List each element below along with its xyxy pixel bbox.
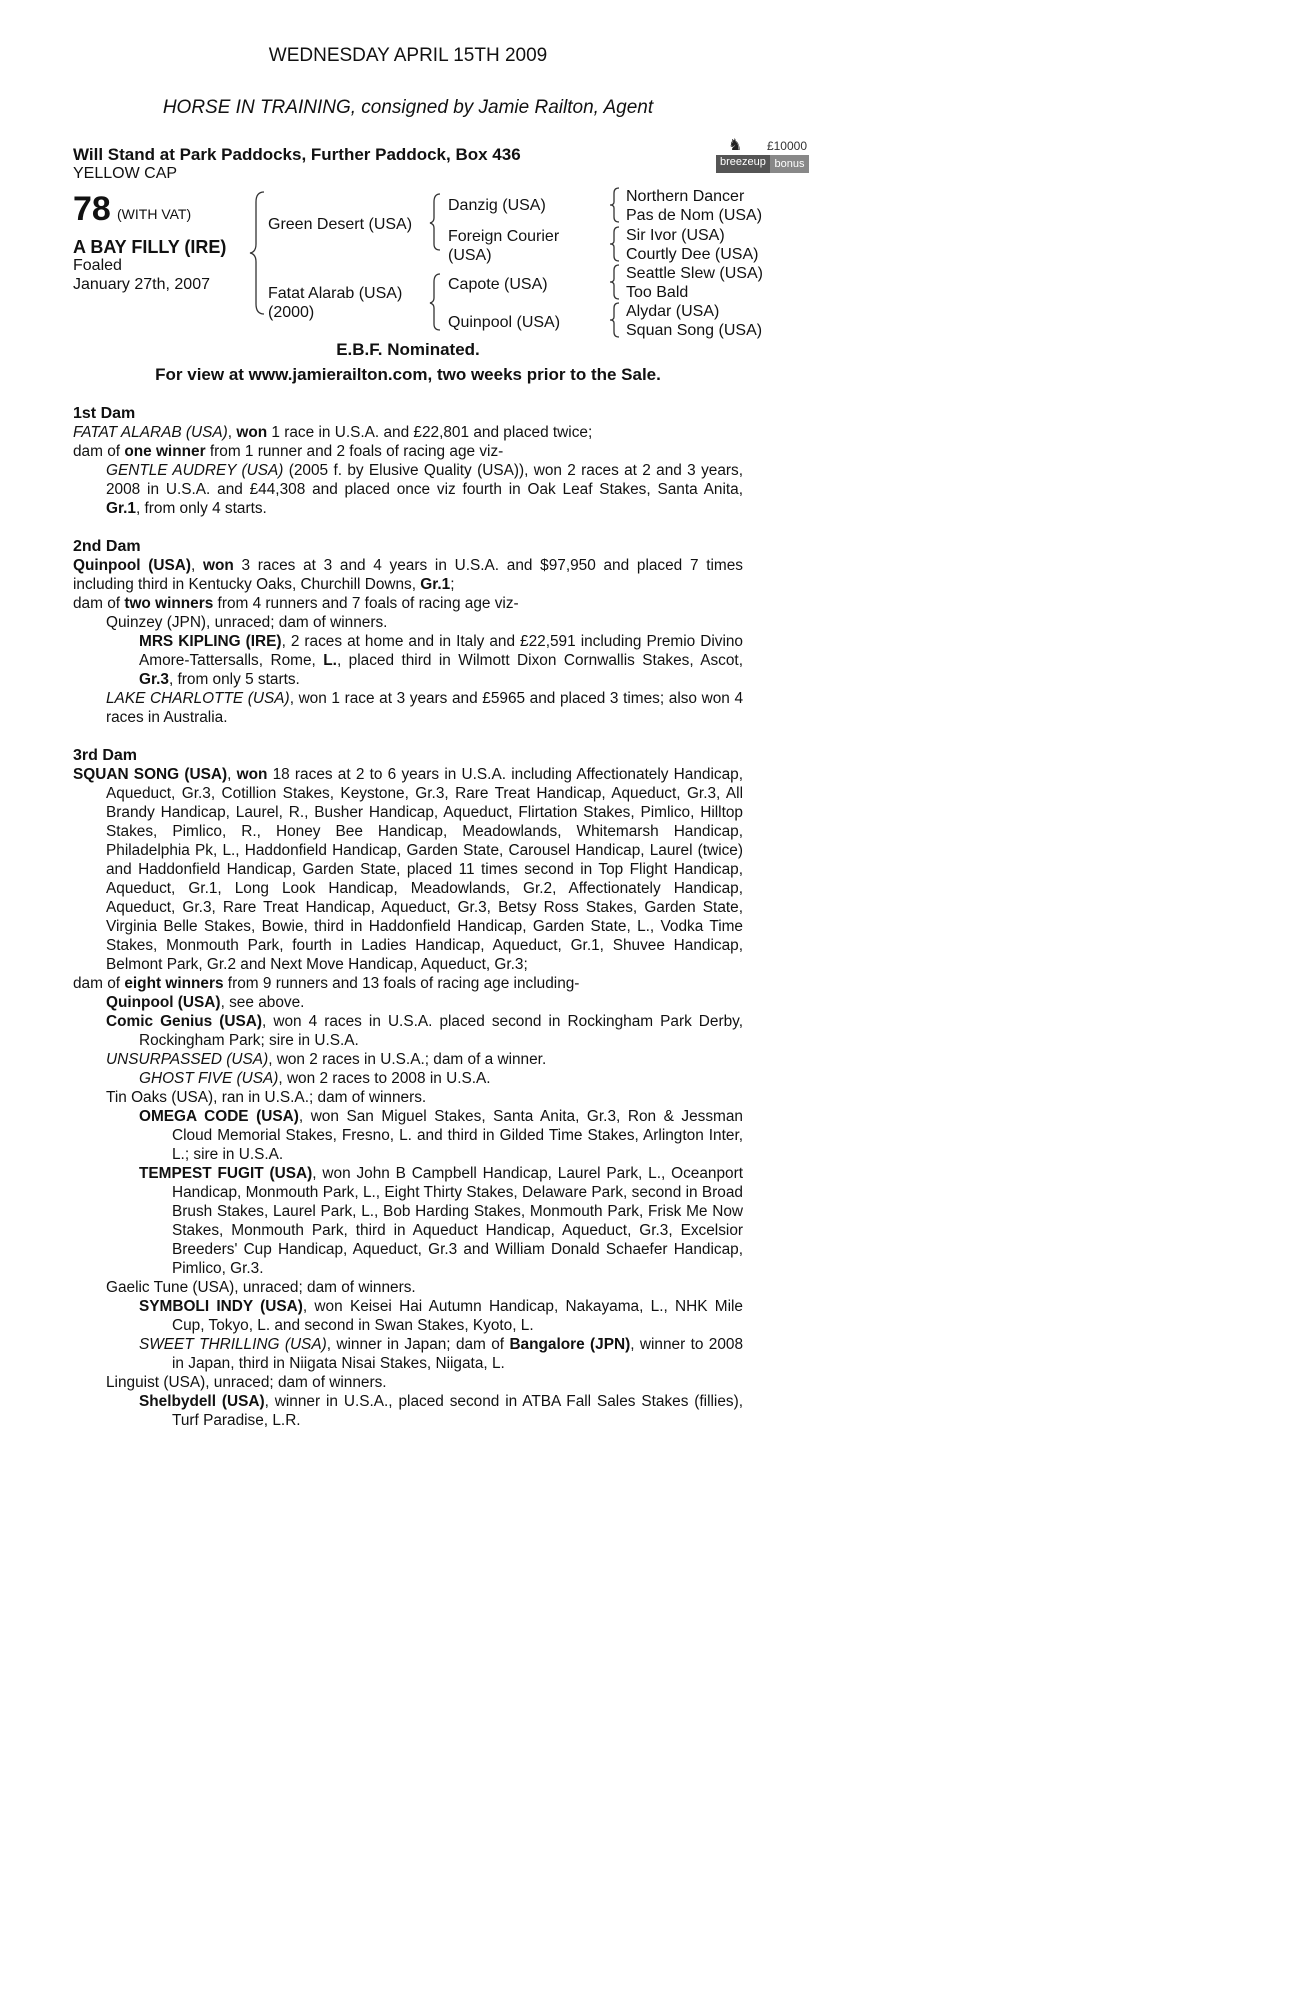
second-dam-heading: 2nd Dam bbox=[73, 538, 141, 555]
brace-sire-line bbox=[428, 192, 444, 252]
first-dam-heading: 1st Dam bbox=[73, 405, 136, 422]
sire-dam: Foreign Courier bbox=[448, 228, 560, 245]
first-dam-record: FATAT ALARAB (USA), won 1 race in U.S.A. and £22,801 and placed twice; bbox=[73, 424, 593, 441]
cap-colour: YELLOW CAP bbox=[73, 165, 178, 182]
produce-gentle-audrey: GENTLE AUDREY (USA) (2005 f. by Elusive Quality (USA)), won 2 races at 2 and 3 years, 2008 in U.S.A. and £44,308 and placed once viz fourth in Oak Leaf Stakes, Santa Anita, Gr.1, from only 4 starts. bbox=[106, 462, 743, 517]
dam-sire: Capote (USA) bbox=[448, 276, 548, 293]
ggs-1: Northern Dancer bbox=[626, 188, 745, 205]
brace-dam-line bbox=[428, 272, 444, 332]
produce-lake-charlotte: LAKE CHARLOTTE (USA), won 1 race at 3 years and £5965 and placed 3 times; also won 4 races in Australia. bbox=[106, 690, 743, 726]
produce-ghost-five: GHOST FIVE (USA), won 2 races to 2008 in U.S.A. bbox=[139, 1070, 491, 1087]
lot-number: 78 bbox=[73, 190, 111, 228]
produce-sweet-thrilling: SWEET THRILLING (USA), winner in Japan; dam of Bangalore (JPN), winner to 2008 in Japan, third in Niigata Nisai Stakes, Niigata, L. bbox=[139, 1336, 744, 1372]
foaled-date: January 27th, 2007 bbox=[73, 276, 210, 293]
foaled-label: Foaled bbox=[73, 257, 122, 274]
produce-shelbydell: Shelbydell (USA), winner in U.S.A., placed second in ATBA Fall Sales Stakes (fillies), Turf Paradise, L.R. bbox=[139, 1393, 744, 1429]
dam: Fatat Alarab (USA) bbox=[268, 285, 403, 302]
logo-right-text: bonus bbox=[770, 155, 809, 173]
brace-g1 bbox=[608, 186, 622, 224]
brace-g3 bbox=[608, 263, 622, 301]
first-dam-produce: dam of one winner from 1 runner and 2 foals of racing age viz- bbox=[73, 443, 504, 460]
produce-gaelic-tune: Gaelic Tune (USA), unraced; dam of winners. bbox=[106, 1279, 416, 1296]
produce-unsurpassed: UNSURPASSED (USA), won 2 races in U.S.A.; dam of a winner. bbox=[106, 1051, 547, 1068]
third-dam-produce: dam of eight winners from 9 runners and 13 foals of racing age including- bbox=[73, 975, 580, 992]
produce-linguist: Linguist (USA), unraced; dam of winners. bbox=[106, 1374, 387, 1391]
third-dam-record: SQUAN SONG (USA), won 18 races at 2 to 6 years in U.S.A. including Affectionately Handicap, Aqueduct, Gr.3, Cotillion Stakes, Keystone, Gr.3, Rare Treat Handicap, Aqueduct, Gr.3, All Brandy Handicap, Laurel, R., Busher Handicap, Aqueduct, Flirtation Stakes, Pimlico, Hilltop Stakes, Pimlico, R., Honey Bee Handicap, Meadowlands, Whitemarsh Handicap, Philadelphia Pk, L., Haddonfield Handicap, Garden State, Carousel Handicap, Laurel (twice) and Haddonfield Handicap, Garden State, placed 11 times second in Top Flight Handicap, Aqueduct, Gr.1, Long Look Handicap, Meadowlands, Gr.2, Affectionately Handicap, Aqueduct, Gr.3, Rare Treat Handicap, Aqueduct, Gr.3, Betsy Ross Stakes, Garden State, Virginia Belle Stakes, Bowie, third in Haddonfield Handicap, Garden State, L., Vodka Time Stakes, Monmouth Park, fourth in Ladies Handicap, Aqueduct, Gr.1, Shuvee Handicap, Belmont Park, Gr.2 and Next Move Handicap, Aqueduct, Gr.3; bbox=[73, 766, 743, 973]
dam-dam: Quinpool (USA) bbox=[448, 314, 561, 331]
produce-tin-oaks: Tin Oaks (USA), ran in U.S.A.; dam of winners. bbox=[106, 1089, 427, 1106]
view-note: For view at www.jamierailton.com, two weeks prior to the Sale. bbox=[155, 365, 661, 384]
produce-tempest-fugit: TEMPEST FUGIT (USA), won John B Campbell Handicap, Laurel Park, L., Oceanport Handicap, Monmouth Park, L., Eight Thirty Stakes, Delaware Park, second in Broad Brush Stakes, Laurel Park, L., Bob Harding Stakes, Monmouth Park, Frisk Me Now Stakes, Monmouth Park, third in Aqueduct Handicap, Aqueduct, Gr.3, Excelsior Breeders' Cup Handicap, Aqueduct, Gr.3 and William Donald Schaefer Handicap, Pimlico, Gr.3. bbox=[139, 1165, 743, 1277]
produce-quinzey: Quinzey (JPN), unraced; dam of winners. bbox=[106, 614, 388, 631]
stand-location: Will Stand at Park Paddocks, Further Paddock, Box 436 bbox=[73, 145, 521, 164]
breezeup-bonus-logo bbox=[716, 135, 809, 175]
brace-g2 bbox=[608, 225, 622, 263]
ggs-3: Sir Ivor (USA) bbox=[626, 227, 725, 244]
sale-date: WEDNESDAY APRIL 15TH 2009 bbox=[268, 45, 548, 66]
ggs-5: Seattle Slew (USA) bbox=[626, 265, 763, 282]
bonus-amount: £10000 bbox=[766, 139, 807, 153]
sire: Green Desert (USA) bbox=[268, 216, 413, 233]
vat-note: (WITH VAT) bbox=[117, 206, 192, 222]
sire-dam-country: (USA) bbox=[448, 247, 492, 264]
horse-icon: ♞ bbox=[728, 137, 743, 154]
brace-g4 bbox=[608, 301, 622, 339]
horse-name: A BAY FILLY (IRE) bbox=[73, 237, 227, 257]
produce-comic-genius: Comic Genius (USA), won 4 races in U.S.A. placed second in Rockingham Park Derby, Rockingham Park; sire in U.S.A. bbox=[106, 1013, 743, 1049]
produce-omega-code: OMEGA CODE (USA), won San Miguel Stakes, Santa Anita, Gr.3, Ron & Jessman Cloud Memorial Stakes, Fresno, L. and third in Gilded Time Stakes, Arlington Inter, L.; sire in U.S.A. bbox=[139, 1108, 743, 1163]
sire-sire: Danzig (USA) bbox=[448, 197, 546, 214]
ggs-6: Too Bald bbox=[626, 284, 689, 301]
brace-generation-1 bbox=[248, 188, 268, 318]
catalogue-body bbox=[73, 404, 743, 1430]
third-dam-heading: 3rd Dam bbox=[73, 747, 138, 764]
logo-left-text: breezeup bbox=[720, 156, 766, 168]
produce-symboli-indy: SYMBOLI INDY (USA), won Keisei Hai Autumn Handicap, Nakayama, L., NHK Mile Cup, Tokyo, L. and second in Swan Stakes, Kyoto, L. bbox=[139, 1298, 743, 1334]
second-dam-record: Quinpool (USA), won 3 races at 3 and 4 years in U.S.A. and $97,950 and placed 7 times including third in Kentucky Oaks, Churchill Downs, Gr.1; bbox=[73, 557, 743, 593]
ggs-2: Pas de Nom (USA) bbox=[626, 207, 763, 224]
produce-mrs-kipling: MRS KIPLING (IRE), 2 races at home and in Italy and £22,591 including Premio Divino Amore-Tattersalls, Rome, L., placed third in Wilmott Dixon Cornwallis Stakes, Ascot, Gr.3, from only 5 starts. bbox=[139, 633, 743, 688]
ebf-nomination: E.B.F. Nominated. bbox=[336, 340, 480, 359]
ggs-8: Squan Song (USA) bbox=[626, 322, 763, 339]
dam-year: (2000) bbox=[268, 304, 315, 321]
ggs-4: Courtly Dee (USA) bbox=[626, 246, 759, 263]
produce-quinpool: Quinpool (USA), see above. bbox=[106, 994, 305, 1011]
lot-description: HORSE IN TRAINING, consigned by Jamie Railton, Agent bbox=[162, 97, 654, 118]
second-dam-produce: dam of two winners from 4 runners and 7 foals of racing age viz- bbox=[73, 595, 519, 612]
ggs-7: Alydar (USA) bbox=[626, 303, 720, 320]
